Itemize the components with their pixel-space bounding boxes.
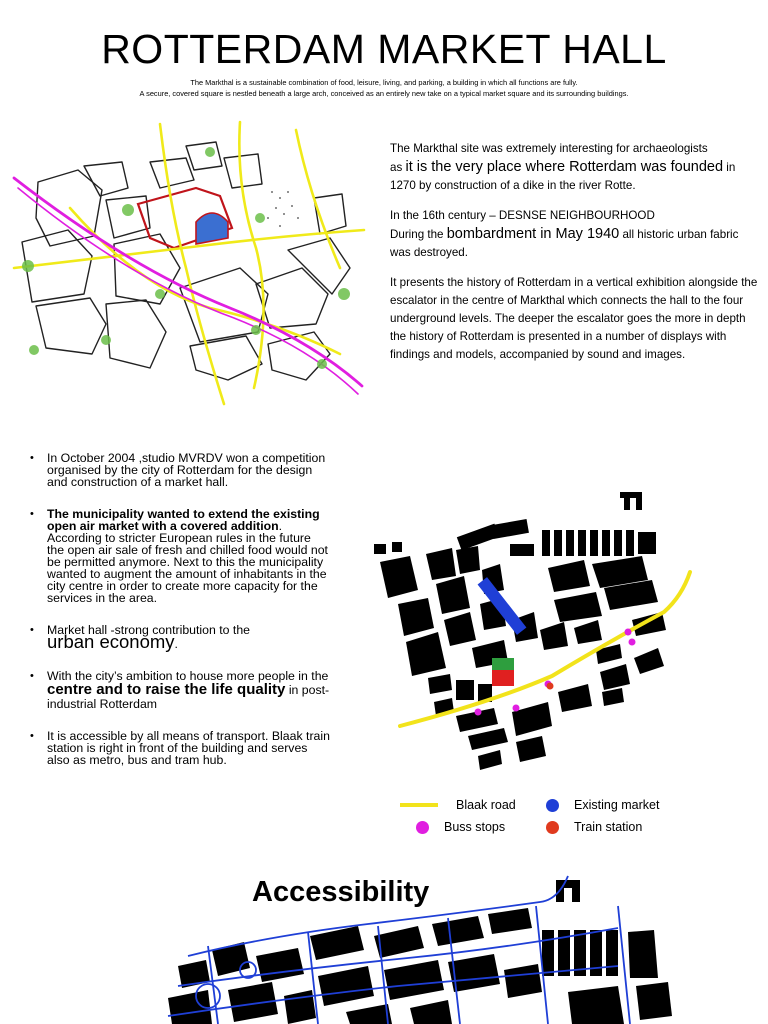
road-swatch [400, 803, 438, 807]
list-item: • It is accessible by all means of transport. Blaak train station is right in front of the building and serves also as metro, bus and tram hub. [30, 730, 330, 766]
bus-stops-swatch [416, 821, 429, 834]
history-text [390, 140, 760, 376]
list-item: • Market hall -strong contribution to the urban economy. [30, 624, 330, 650]
subtitle-line-2: A secure, covered square is nestled beneath a large arch, conceived as an entirely new take on a typical market square and its surrounding buildings. [139, 89, 629, 98]
legend-item-existing-market: Existing market [546, 798, 659, 812]
history-paragraph-2: In the 16th century – DESNSE NEIGHBOURHOOD During the bombardment in May 1940 all historic urban fabric was destroyed. [390, 209, 739, 259]
site-map [352, 480, 732, 780]
accessibility-title: Accessibility [252, 876, 430, 908]
markthal-building-sketch [138, 188, 232, 248]
subtitle [40, 77, 728, 99]
history-paragraph-3: It presents the history of Rotterdam in a vertical exhibition alongside the escalator in the centre of Markthal which connects the hall to the four underground levels. The deeper the escalator goes the more in depth the history of Rotterdam is presented in a number of displays with findings and models, accompanied by sound and images. [390, 276, 758, 361]
page-title: ROTTERDAM MARKET HALL [101, 26, 667, 72]
map-legend [400, 796, 700, 840]
list-item: • The municipality wanted to extend the existing open air market with a covered addition. According to stricter European rules in the future the open air sale of fresh and chilled food would not be permitted anymore. Next to this the municipality wanted to augment the amount of inhabitants in the city centre in order to create more capacity for the services in the area. [30, 508, 330, 604]
list-item: • In October 2004 ,studio MVRDV won a competition organised by the city of Rotterdam for the design and construction of a market hall. [30, 452, 330, 488]
train-station-swatch [546, 821, 559, 834]
list-item: • With the city’s ambition to house more people in the centre and to raise the life quality in post-industrial Rotterdam [30, 670, 330, 710]
subtitle-line-1: The Markthal is a sustainable combination of food, leisure, living, and parking, a building in which all functions are fully. [190, 78, 578, 87]
legend-item-road: Blaak road [400, 798, 516, 812]
legend-item-train-station: Train station [546, 820, 642, 834]
site-sketch-illustration [10, 118, 370, 408]
history-paragraph-1: The Markthal site was extremely interesting for archaeologists as it is the very place where Rotterdam was founded in 1270 by construction of a dike in the river Rotte. [390, 142, 736, 192]
facts-list [30, 452, 330, 786]
existing-market-swatch [546, 799, 559, 812]
legend-item-bus-stops: Buss stops [416, 820, 505, 834]
